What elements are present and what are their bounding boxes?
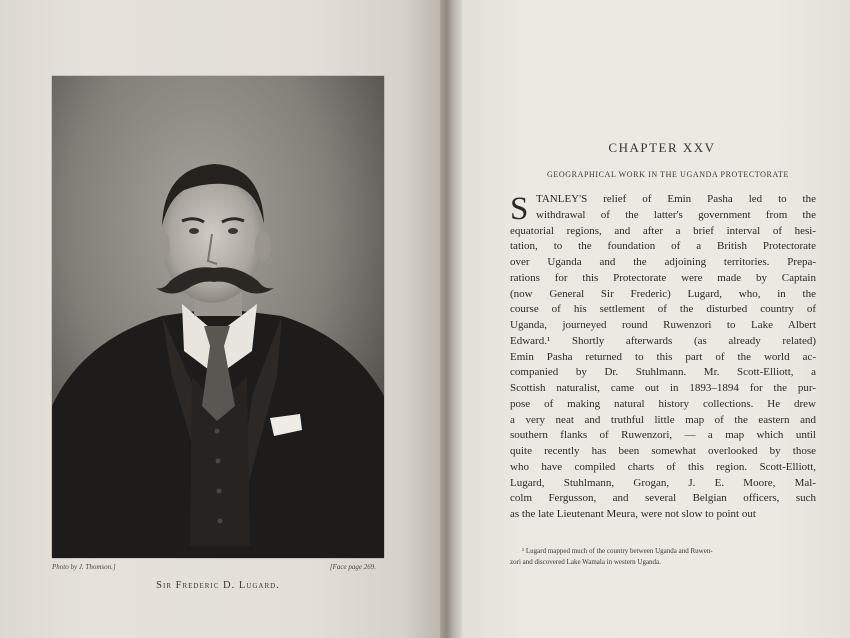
book-gutter — [440, 0, 462, 638]
body-line: Lugard, Stuhlmann, Grogan, J. E. Moore, Mal- — [510, 476, 816, 489]
body-line: companied by Dr. Stuhlmann. Mr. Scott-Elliott, a — [510, 366, 816, 379]
body-line: pose of making natural history collections. He drew — [510, 397, 816, 410]
body-line: as the late Lieutenant Meura, were not slow to point out — [510, 508, 756, 520]
body-line: southern flanks of Ruwenzori, — a map which until — [510, 429, 816, 442]
body-line: equatorial regions, and after a brief interval of hesi- — [510, 224, 816, 237]
body-line: over Uganda and the adjoining territories. Prepa- — [510, 256, 816, 268]
body-line: Scottish naturalist, came out in 1893–1894 for the pur- — [510, 382, 816, 394]
body-line: rations for this Protectorate were made by Captain — [510, 271, 816, 284]
body-line: who have compiled charts of this region. Scott-Elliott, — [510, 460, 816, 473]
portrait-photo — [52, 76, 384, 558]
body-line: (now General Sir Frederic) Lugard, who, in the — [510, 287, 816, 300]
footnote-line: ¹ Lugard mapped much of the country between Uganda and Ruwen- — [522, 547, 713, 555]
drop-cap: S — [510, 191, 529, 227]
right-page — [462, 0, 850, 638]
chapter-title: CHAPTER XXV — [608, 140, 716, 155]
body-line: tation, to the foundation of a British Protectorate — [510, 240, 816, 253]
body-line: colm Fergusson, and several Belgian officers, such — [510, 492, 816, 505]
chapter-body — [510, 192, 816, 523]
body-line: Emin Pasha returned to this part of the world ac- — [510, 350, 816, 363]
body-line: Edward.¹ Shortly afterwards (as already related) — [510, 334, 816, 347]
plate-caption-row — [52, 563, 384, 575]
body-line: course of his settlement of the disturbed country of — [510, 303, 816, 316]
photo-credit: Photo by J. Thomson.] — [52, 563, 116, 571]
chapter-subtitle: GEOGRAPHICAL WORK IN THE UGANDA PROTECTORATE — [547, 170, 789, 179]
body-line: Uganda, journeyed round Ruwenzori to Lake Albert — [510, 319, 816, 331]
body-line: withdrawal of the latter's government from the — [536, 208, 816, 221]
face-page-note: [Face page 269. — [329, 563, 376, 571]
body-line: TANLEY'S relief of Emin Pasha led to the — [536, 193, 816, 205]
portrait-plate — [52, 76, 384, 558]
plate-title: Sir Frederic D. Lugard. — [156, 580, 280, 591]
footnote — [510, 546, 816, 567]
footnote-line: zori and discovered Lake Wamala in western Uganda. — [510, 557, 661, 566]
body-line: a very neat and truthful little map of the eastern and — [510, 413, 816, 426]
body-line: quite recently has been somewhat overlooked by those — [510, 445, 816, 457]
